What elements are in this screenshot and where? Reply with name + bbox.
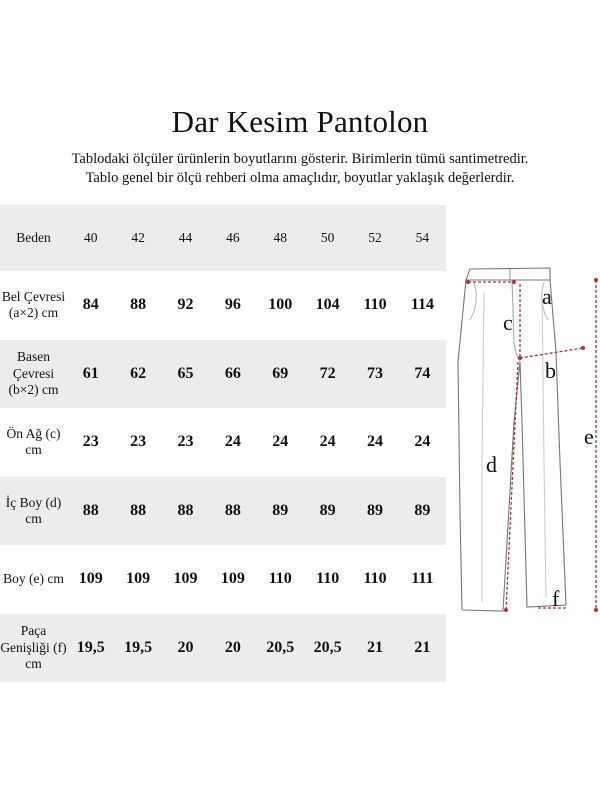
table-cell: 20,5	[313, 638, 342, 656]
row-label: Basen Çevresi (b×2) cm	[8, 349, 59, 397]
label-f: f	[552, 586, 560, 611]
size-header: 42	[131, 230, 145, 245]
table-cell: 65	[177, 364, 194, 382]
table-cell: 23	[177, 433, 194, 451]
table-row	[0, 545, 446, 614]
measure-b	[520, 348, 583, 358]
table-cell: 24	[272, 433, 289, 451]
size-header: 44	[178, 230, 193, 245]
table-cell: 110	[268, 570, 292, 588]
table-cell: 84	[82, 296, 99, 314]
size-header: 52	[368, 230, 382, 245]
table-cell: 24	[367, 433, 384, 451]
table-cell: 20	[224, 638, 241, 656]
table-row	[0, 614, 446, 683]
table-cell: 100	[268, 296, 293, 314]
row-label: Paça Genişliği (f) cm	[0, 623, 67, 671]
table-cell: 21	[414, 638, 431, 656]
subtitle-line-2: Tablo genel bir ölçü rehberi olma amaçlıdır, boyutlar yaklaşık değerlerdir.	[85, 170, 515, 186]
table-cell: 111	[411, 570, 434, 588]
table-cell: 110	[363, 570, 387, 588]
table-cell: 89	[272, 501, 289, 519]
table-cell: 89	[319, 501, 336, 519]
table-cell: 61	[82, 364, 99, 382]
label-c: c	[503, 310, 513, 335]
trouser-diagram	[448, 262, 600, 622]
table-cell: 73	[367, 364, 384, 382]
table-cell: 88	[130, 501, 147, 519]
measure-d	[506, 362, 518, 610]
table-row	[0, 477, 446, 546]
table-cell: 109	[78, 570, 103, 588]
label-a: a	[542, 284, 552, 309]
subtitle-line-1: Tablodaki ölçüler ürünlerin boyutlarını gösterir. Birimlerin tümü santimetredir.	[71, 151, 529, 167]
table-cell: 66	[224, 364, 241, 382]
size-header: 48	[273, 230, 287, 245]
header-label: Beden	[16, 229, 51, 245]
table-cell: 20	[177, 638, 194, 656]
table-cell: 69	[272, 364, 289, 382]
table-cell: 88	[224, 501, 241, 519]
table-cell: 110	[363, 296, 387, 314]
table-cell: 88	[130, 296, 147, 314]
measure-endpoints	[466, 278, 598, 612]
label-d: d	[486, 452, 497, 477]
size-header: 50	[320, 230, 335, 245]
size-header: 46	[226, 230, 240, 245]
measure-lines	[468, 280, 596, 610]
table-cell: 72	[319, 364, 336, 382]
table-cell: 88	[82, 501, 99, 519]
label-e: e	[584, 424, 594, 449]
table-cell: 96	[224, 296, 241, 314]
row-label: İç Boy (d) cm	[5, 494, 62, 526]
table-cell: 74	[414, 364, 431, 382]
size-header: 54	[415, 230, 430, 245]
table-cell: 89	[414, 501, 431, 519]
table-cell: 92	[177, 296, 194, 314]
table-row	[0, 340, 446, 409]
table-cell: 62	[130, 364, 147, 382]
page-title: Dar Kesim Pantolon	[171, 104, 429, 139]
size-header: 40	[83, 230, 98, 245]
table-cell: 88	[177, 501, 194, 519]
row-label: Boy (e) cm	[3, 571, 64, 587]
table-row	[0, 271, 446, 340]
row-label: Bel Çevresi (a×2) cm	[1, 289, 66, 321]
table-cell: 24	[224, 433, 241, 451]
table-cell: 109	[126, 570, 151, 588]
table-cell: 19,5	[124, 638, 153, 656]
table-header-row	[0, 205, 446, 271]
table-cell: 24	[414, 433, 431, 451]
table-cell: 24	[319, 433, 336, 451]
table-cell: 20,5	[266, 638, 295, 656]
table-cell: 89	[367, 501, 384, 519]
table-cell: 19,5	[76, 638, 105, 656]
row-label: Ön Ağ (c) cm	[6, 426, 61, 458]
label-b: b	[545, 358, 556, 383]
table-cell: 104	[315, 296, 340, 314]
table-cell: 114	[410, 296, 434, 314]
table-cell: 21	[367, 638, 384, 656]
table-cell: 23	[130, 433, 147, 451]
size-table	[0, 205, 446, 682]
table-cell: 109	[220, 570, 245, 588]
table-cell: 110	[316, 570, 340, 588]
table-row	[0, 408, 446, 477]
table-cell: 109	[173, 570, 198, 588]
table-cell: 23	[82, 433, 99, 451]
